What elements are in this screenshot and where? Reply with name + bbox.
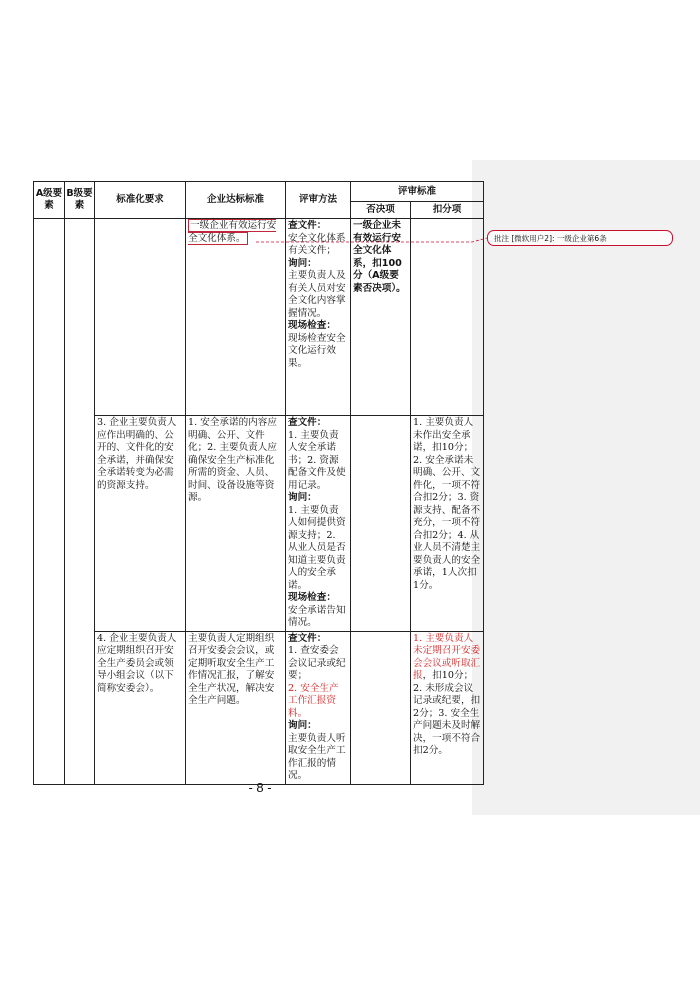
method-label: 询问： bbox=[288, 720, 317, 731]
comment-text: 一级企业第6条 bbox=[556, 234, 607, 243]
enterprise-cell: 1. 安全承诺的内容应明确、公开、文件化；2. 主要负责人应确保安全生产标准化所需的资金、人员、时间、设备设施等资源。 bbox=[186, 416, 286, 632]
header-b-level: B级要素 bbox=[65, 182, 95, 219]
page-number: - 8 - bbox=[248, 780, 272, 795]
method-label: 询问： bbox=[288, 257, 317, 269]
enterprise-cell: 主要负责人定期组织召开安委会会议，或定期听取安全生产工作情况汇报，了解安全生产状况，解决安全生产问题。 bbox=[186, 631, 286, 784]
header-enterprise-standard: 企业达标标准 bbox=[186, 182, 286, 219]
method-text: 安全文化体系有关文件； bbox=[288, 232, 346, 256]
method-text: 主要负责人及有关人员对安全文化内容掌握情况。 bbox=[288, 270, 346, 319]
deduction-text: ，扣10分；2. 未形成会议记录或纪要，扣2分；3. 安全生产问题未及时解决，一项不符合扣2分。 bbox=[413, 670, 481, 756]
header-review-criteria: 评审标准 bbox=[351, 182, 484, 202]
comment-author: 批注 [微软用户2]: bbox=[494, 234, 555, 243]
revised-text: 2. 安全生产工作汇报资料。 bbox=[288, 682, 339, 719]
header-a-level: A级要素 bbox=[34, 182, 65, 219]
method-text: 安全承诺告知情况。 bbox=[288, 604, 346, 628]
revised-text: 1. 主要负责人未定期召开安委会会议或听取汇报 bbox=[413, 632, 481, 681]
method-text: 1. 主要负责人安全承诺书；2. 资源配备文件及使用记录。 bbox=[288, 429, 346, 491]
method-text: 1. 主要负责人如何提供资源支持；2. 从业人员是否知道主要负责人的安全承诺。 bbox=[288, 504, 346, 591]
deduction-cell: 1. 主要负责人未作出安全承诺，扣10分；2. 安全承诺未明确、公开、文件化，一项不符合扣2分；3. 资源支持、配备不充分，一项不符合扣2分；4. 从业人员不清楚主要负责人的安全承诺，1人次扣1分。 bbox=[411, 416, 484, 632]
method-label: 现场检查： bbox=[288, 320, 336, 331]
veto-cell: 一级企业未有效运行安全文化体系，扣100分（A级要素否决项）。 bbox=[351, 219, 411, 416]
requirement-cell: 4. 企业主要负责人应定期组织召开安全生产委员会或领导小组会议（以下简称安委会）。 bbox=[95, 631, 186, 784]
commented-text[interactable]: 一级企业有效运行安全文化体系。 bbox=[188, 220, 277, 244]
method-label: 查文件： bbox=[288, 220, 327, 231]
requirement-cell: 3. 企业主要负责人应作出明确的、公开的、文件化的安全承诺，并确保安全承诺转变为必需的资源支持。 bbox=[95, 416, 186, 632]
header-review-method: 评审方法 bbox=[286, 182, 351, 219]
method-text: 现场检查安全文化运行效果。 bbox=[288, 332, 346, 369]
header-veto: 否决项 bbox=[351, 202, 411, 219]
method-label: 查文件： bbox=[288, 632, 327, 644]
header-deduction: 扣分项 bbox=[411, 202, 484, 219]
method-text: 1. 查安委会会议记录或纪要； bbox=[288, 645, 346, 681]
method-text: 主要负责人听取安全生产工作汇报的情况。 bbox=[288, 732, 346, 781]
method-label: 现场检查： bbox=[288, 592, 336, 603]
header-requirement: 标准化要求 bbox=[95, 182, 186, 219]
method-label: 询问： bbox=[288, 492, 317, 503]
comment-balloon[interactable] bbox=[487, 230, 673, 246]
method-label: 查文件： bbox=[288, 417, 327, 428]
